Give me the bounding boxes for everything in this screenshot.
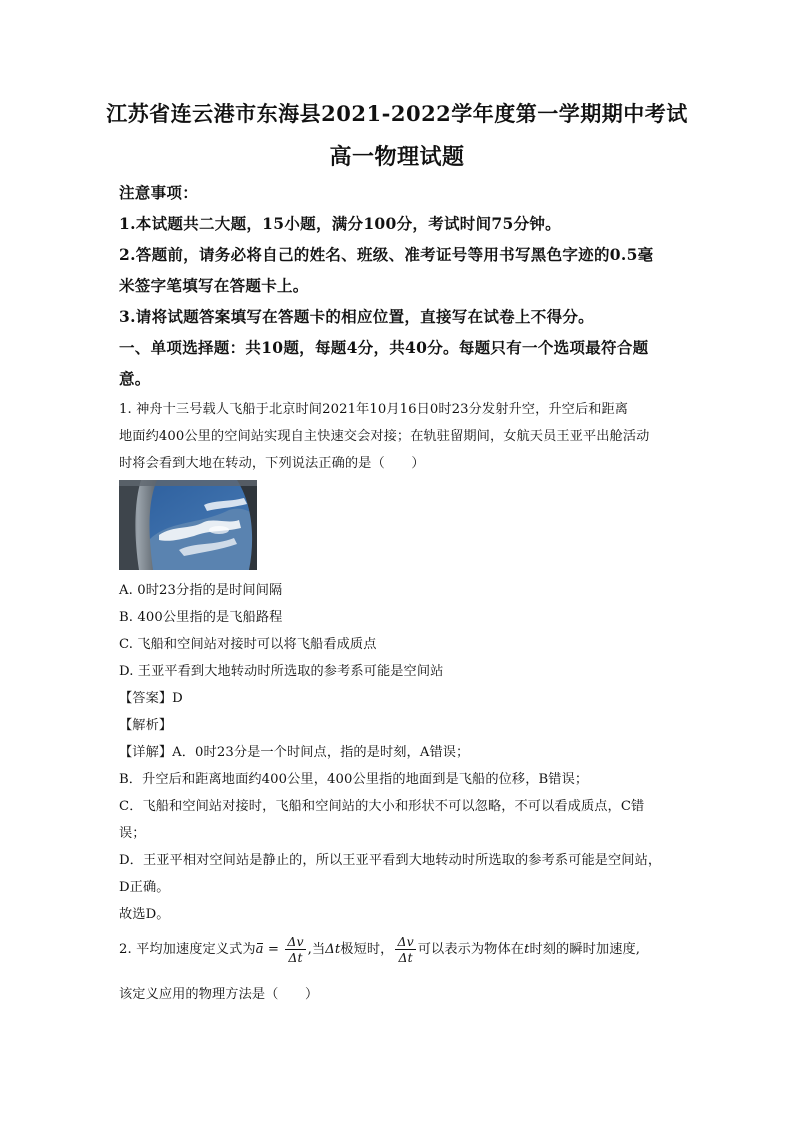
question-1-stem: 时将会看到大地在转动，下列说法正确的是（ ） xyxy=(119,456,425,471)
question-1-detail-line: D．王亚平相对空间站是静止的，所以王亚平看到大地转动时所选取的参考系可能是空间站， xyxy=(119,853,662,868)
question-1-option-d: D. 王亚平看到大地转动时所选取的参考系可能是空间站 xyxy=(119,664,444,679)
question-1-detail-line: 故选D。 xyxy=(119,907,170,922)
question-1-detail-line: 误； xyxy=(119,826,146,841)
question-2-text: 2. 平均加速度定义式为 xyxy=(119,942,256,958)
question-1-option-c: C. 飞船和空间站对接时可以将飞船看成质点 xyxy=(119,637,377,652)
fraction-denominator: Δt xyxy=(398,950,413,966)
question-1-analysis-label: 【解析】 xyxy=(119,718,173,733)
fraction-dv-dt xyxy=(285,935,305,964)
question-1-option-a: A. 0时23分指的是时间间隔 xyxy=(119,583,283,598)
section-heading: 一、单项选择题：共10题，每题4分，共40分。每题只有一个选项最符合题 xyxy=(119,338,649,357)
notice-heading: 注意事项： xyxy=(119,183,199,202)
question-1-option-b: B. 400公里指的是飞船路程 xyxy=(119,610,283,625)
delta-t-symbol: Δt xyxy=(325,942,341,958)
question-1-stem: 1. 神舟十三号载人飞船于北京时间2021年10月16日0时23分发射升空，升空后和距离 xyxy=(119,402,629,417)
question-1-detail-line: 【详解】A．0时23分是一个时间点，指的是时刻，A错误； xyxy=(119,745,470,760)
exam-subtitle: 高一物理试题 xyxy=(329,144,465,170)
average-acceleration-symbol: a xyxy=(255,942,264,958)
notice-item: 1.本试题共二大题，15小题，满分100分，考试时间75分钟。 xyxy=(119,214,561,233)
question-2-stem-cont: 该定义应用的物理方法是（ ） xyxy=(119,987,319,1002)
t-symbol: t xyxy=(524,942,530,958)
question-1-detail-line: B．升空后和距离地面约400公里，400公里指的地面到是飞船的位移，B错误； xyxy=(119,772,589,787)
exam-title: 江苏省连云港市东海县2021-2022学年度第一学期期中考试 xyxy=(106,101,688,126)
notice-item: 米签字笔填写在答题卡上。 xyxy=(119,276,309,295)
question-1-detail-line: C．飞船和空间站对接时，飞船和空间站的大小和形状不可以忽略，不可以看成质点，C错 xyxy=(119,799,645,814)
equals-sign: = xyxy=(263,942,284,958)
question-2-text: 极短时， xyxy=(340,942,394,958)
question-2-text: 可以表示为物体在 xyxy=(417,942,525,958)
notice-item: 2.答题前，请务必将自己的姓名、班级、准考证号等用书写黑色字迹的0.5毫 xyxy=(119,245,654,264)
fraction-dv-dt xyxy=(395,935,415,964)
question-2-stem xyxy=(119,935,640,964)
fraction-denominator: Δt xyxy=(288,950,303,966)
question-2-text: ,当 xyxy=(307,942,326,958)
fraction-numerator: Δv xyxy=(287,934,304,949)
question-1-detail-line: D正确。 xyxy=(119,880,170,895)
fraction-numerator: Δv xyxy=(397,934,414,949)
section-heading-cont: 意。 xyxy=(119,369,151,388)
question-2-text: 时刻的瞬时加速度, xyxy=(529,942,641,958)
question-1-stem: 地面约400公里的空间站实现自主快速交会对接；在轨驻留期间，女航天员王亚平出舱活动 xyxy=(119,429,650,444)
notice-item: 3.请将试题答案填写在答题卡的相应位置，直接写在试卷上不得分。 xyxy=(119,307,594,326)
question-1-answer: 【答案】D xyxy=(119,691,183,706)
earth-from-spacecraft-window-photo xyxy=(119,480,257,570)
